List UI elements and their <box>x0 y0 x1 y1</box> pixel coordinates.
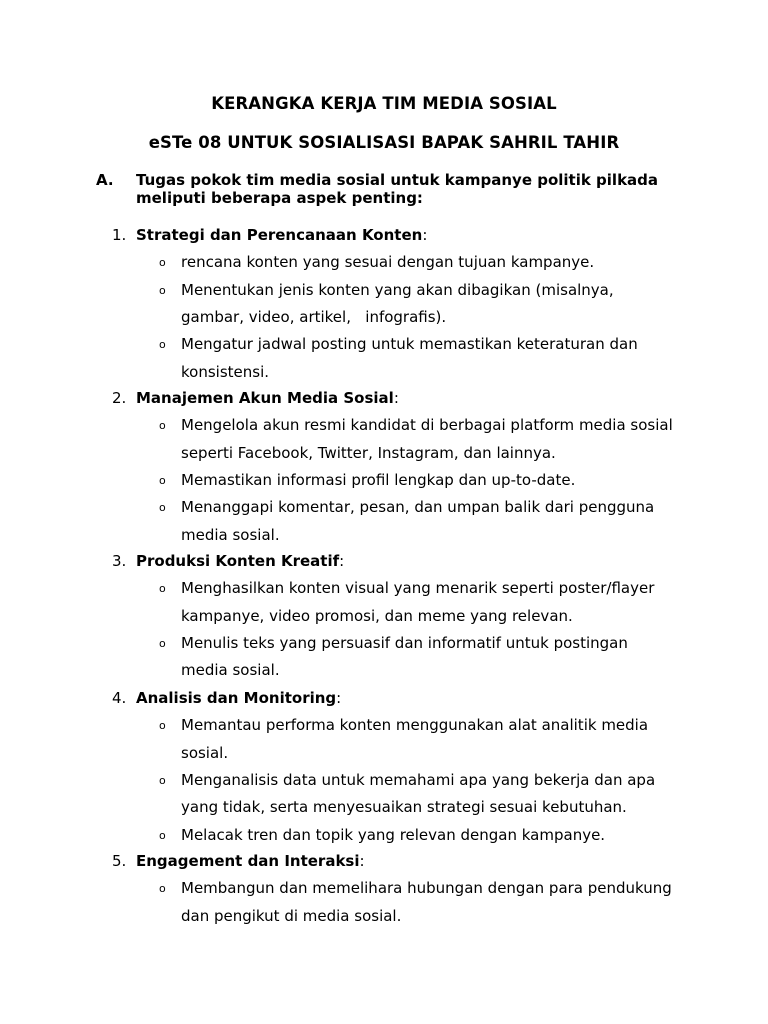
bullet-text: konsistensi. <box>181 362 270 381</box>
bullet-marker: o <box>159 473 166 487</box>
item-heading: Analisis dan Monitoring: <box>136 689 342 707</box>
bullet-marker: o <box>159 338 166 352</box>
document-subtitle: eSTe 08 UNTUK SOSIALISASI BAPAK SAHRIL TAHIR <box>148 133 620 152</box>
bullet-marker: o <box>159 283 166 297</box>
bullet-text: Menghasilkan konten visual yang menarik seperti poster/flayer <box>181 579 655 598</box>
item-heading: Manajemen Akun Media Sosial: <box>136 389 399 407</box>
bullet-marker: o <box>159 501 166 515</box>
item-heading: Engagement dan Interaksi: <box>136 852 365 870</box>
bullet-text: Menganalisis data untuk memahami apa yang bekerja dan apa <box>181 770 656 789</box>
bullet-text: rencana konten yang sesuai dengan tujuan kampanye. <box>181 253 595 272</box>
bullet-text: kampanye, video promosi, dan meme yang relevan. <box>181 606 573 625</box>
item-heading-bold: Produksi Konten Kreatif <box>136 552 340 570</box>
item-number: 2. <box>112 389 127 407</box>
item-heading: Produksi Konten Kreatif: <box>136 552 345 570</box>
bullet-text: Mengelola akun resmi kandidat di berbagai platform media sosial <box>181 416 673 435</box>
bullet-marker: o <box>159 828 166 842</box>
bullet-text: Mengatur jadwal posting untuk memastikan keteraturan dan <box>181 335 638 354</box>
bullet-text: dan pengikut di media sosial. <box>181 906 402 925</box>
item-heading-bold: Engagement dan Interaksi <box>136 852 360 870</box>
item-number: 3. <box>112 552 127 570</box>
bullet-marker: o <box>159 636 166 650</box>
bullet-marker: o <box>159 773 166 787</box>
item-number: 5. <box>112 852 127 870</box>
bullet-text: Memastikan informasi profil lengkap dan up-to-date. <box>181 470 576 489</box>
bullet-text: media sosial. <box>181 661 280 680</box>
item-heading-bold: Manajemen Akun Media Sosial <box>136 389 394 407</box>
bullet-marker: o <box>159 419 166 433</box>
section-a-label: A. <box>96 171 114 189</box>
bullet-text: Melacak tren dan topik yang relevan dengan kampanye. <box>181 825 606 844</box>
document-title: KERANGKA KERJA TIM MEDIA SOSIAL <box>211 94 557 113</box>
bullet-marker: o <box>159 256 166 270</box>
item-number: 1. <box>112 226 127 244</box>
bullet-marker: o <box>159 719 166 733</box>
bullet-text: sosial. <box>181 743 229 762</box>
bullet-marker: o <box>159 582 166 596</box>
bullet-text: Menulis teks yang persuasif dan informatif untuk postingan <box>181 633 628 652</box>
bullet-text: seperti Facebook, Twitter, Instagram, dan lainnya. <box>181 443 556 462</box>
bullet-text: Menanggapi komentar, pesan, dan umpan balik dari pengguna <box>181 498 655 517</box>
bullet-marker: o <box>159 882 166 896</box>
bullet-text: yang tidak, serta menyesuaikan strategi sesuai kebutuhan. <box>181 798 627 817</box>
bullet-text: Membangun dan memelihara hubungan dengan para pendukung <box>181 879 672 898</box>
item-heading: Strategi dan Perencanaan Konten: <box>136 226 428 244</box>
bullet-text: Memantau performa konten menggunakan alat analitik media <box>181 716 649 735</box>
bullet-text: media sosial. <box>181 525 280 544</box>
item-number: 4. <box>112 689 127 707</box>
item-heading-bold: Strategi dan Perencanaan Konten <box>136 226 423 244</box>
bullet-text: gambar, video, artikel, infografis). <box>181 307 447 326</box>
bullet-text: Menentukan jenis konten yang akan dibagikan (misalnya, <box>181 280 614 299</box>
section-a-text: Tugas pokok tim media sosial untuk kampanye politik pilkada meliputi beberapa aspek penting: <box>136 171 659 207</box>
item-heading-bold: Analisis dan Monitoring <box>136 689 337 707</box>
